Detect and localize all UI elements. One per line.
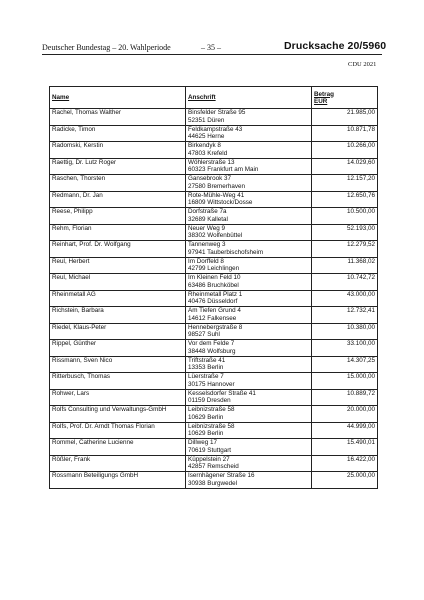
address-city: 30175 Hannover (188, 380, 235, 388)
donor-address (186, 191, 312, 208)
address-street: Küppelstein 27 (188, 455, 230, 463)
address-street: Im Dorffeld 8 (188, 257, 224, 265)
table-row (50, 373, 378, 390)
address-street: Dorfstraße 7a (188, 208, 227, 215)
donation-amount: 16.422,00 (312, 455, 378, 472)
address-city: 42799 Leichlingen (188, 265, 240, 272)
donor-address (186, 109, 312, 126)
header-rule (42, 54, 382, 55)
address-street: Vor dem Felde 7 (188, 340, 235, 347)
table-header-row (50, 87, 378, 109)
document-number-value: 5960 (362, 40, 387, 52)
donor-address (186, 439, 312, 456)
address-city: 27580 Bremerhaven (188, 182, 246, 190)
donor-name: Ritterbusch, Thomas (50, 373, 186, 390)
document-label: Drucksache 20/ (284, 40, 363, 52)
donor-address (186, 125, 312, 142)
donor-address (186, 422, 312, 439)
donor-address (186, 290, 312, 307)
donor-name: Rolfs Consulting und Verwaltungs-GmbH (50, 406, 186, 423)
donation-amount: 15.000,00 (312, 373, 378, 390)
donor-name: Radicke, Timon (50, 125, 186, 142)
page-number: – 35 – (201, 43, 221, 52)
address-city: 42857 Remscheid (188, 463, 239, 470)
address-street: Hennebergstraße 8 (188, 323, 243, 331)
table-row (50, 241, 378, 258)
address-street: Dillweg 17 (188, 439, 218, 446)
table-row (50, 307, 378, 324)
address-street: Im Kleinen Feld 10 (188, 274, 241, 281)
address-city: 32689 Kalletal (188, 215, 228, 223)
donor-name: Reul, Michael (50, 274, 186, 291)
address-city: 10629 Berlin (188, 413, 224, 421)
party-label: CDU 2021 (348, 61, 377, 68)
address-city: 10629 Berlin (188, 430, 224, 437)
table-row (50, 125, 378, 142)
donor-name: Redmann, Dr. Jan (50, 191, 186, 208)
donation-amount: 10.889,72 (312, 389, 378, 406)
donor-address (186, 356, 312, 373)
donor-name: Raschen, Thorsten (50, 175, 186, 192)
donor-name: Reese, Philipp (50, 208, 186, 225)
table-row (50, 389, 378, 406)
address-street: Gansebrook 37 (188, 175, 232, 182)
table-row (50, 158, 378, 175)
donation-amount: 44.999,00 (312, 422, 378, 439)
address-city: 16809 Wittstock/Dosse (188, 199, 253, 206)
address-city: 52351 Düren (188, 116, 225, 124)
donation-amount: 12.650,76 (312, 191, 378, 208)
table-row (50, 224, 378, 241)
donor-name: Raettig, Dr. Lutz Roger (50, 158, 186, 175)
address-city: 38302 Wolfenbüttel (188, 232, 243, 239)
address-city: 38448 Wolfsburg (188, 347, 236, 355)
table-row (50, 208, 378, 225)
column-header-name: Name (50, 87, 186, 109)
donor-name: Rissmann, Sven Nico (50, 356, 186, 373)
address-street: Rheinmetall Platz 1 (188, 290, 243, 298)
donation-amount: 10.380,00 (312, 323, 378, 340)
address-street: Leibnizstraße 58 (188, 406, 235, 413)
table-row (50, 472, 378, 489)
donation-amount: 12.279,52 (312, 241, 378, 258)
donor-address (186, 158, 312, 175)
donor-address (186, 307, 312, 324)
address-street: Tannenweg 3 (188, 241, 226, 248)
donation-amount: 10.742,72 (312, 274, 378, 291)
address-street: Leibnizstraße 58 (188, 422, 235, 430)
donation-amount: 14.307,25 (312, 356, 378, 373)
donor-address (186, 406, 312, 423)
document-number (284, 40, 386, 52)
address-street: Binsfelder Straße 95 (188, 109, 246, 116)
donation-amount: 12.157,20 (312, 175, 378, 192)
donor-name: Reinhart, Prof. Dr. Wolfgang (50, 241, 186, 258)
donor-name: Richstein, Barbara (50, 307, 186, 324)
address-street: Neuer Weg 9 (188, 224, 225, 232)
address-city: 63486 Bruchköbel (188, 281, 239, 289)
donor-name: Rohwer, Lars (50, 389, 186, 406)
address-street: Rote-Mühle-Weg 41 (188, 191, 245, 199)
address-city: 40476 Düsseldorf (188, 298, 238, 305)
donor-name: Rößler, Frank (50, 455, 186, 472)
address-city: 97941 Tauberbischofsheim (188, 248, 264, 256)
donor-address (186, 389, 312, 406)
donation-amount: 20.000,00 (312, 406, 378, 423)
donor-address (186, 373, 312, 390)
table-row (50, 439, 378, 456)
donor-name: Rachel, Thomas Walther (50, 109, 186, 126)
table-row (50, 323, 378, 340)
address-city: 98527 Suhl (188, 331, 220, 338)
address-street: Wöhlerstraße 13 (188, 158, 235, 166)
table-row (50, 422, 378, 439)
donation-amount: 33.100,00 (312, 340, 378, 357)
column-header-address: Anschrift (186, 87, 312, 109)
address-city: 13353 Berlin (188, 364, 224, 371)
address-city: 47803 Krefeld (188, 149, 228, 157)
address-street: Feldkampstraße 43 (188, 125, 243, 133)
donation-amount: 25.000,00 (312, 472, 378, 489)
table-row (50, 290, 378, 307)
donor-address (186, 323, 312, 340)
table-row (50, 175, 378, 192)
donation-amount: 10.500,00 (312, 208, 378, 225)
donor-address (186, 472, 312, 489)
table-row (50, 406, 378, 423)
table-row (50, 257, 378, 274)
table-row (50, 191, 378, 208)
donor-address (186, 257, 312, 274)
address-street: Am Tiefen Grund 4 (188, 307, 241, 314)
donation-amount: 14.029,60 (312, 158, 378, 175)
donor-name: Rossmann Beteiligungs GmbH (50, 472, 186, 489)
donation-amount: 10.266,00 (312, 142, 378, 159)
donor-address (186, 142, 312, 159)
donor-name: Riedel, Klaus-Peter (50, 323, 186, 340)
donor-name: Rommel, Catherine Lucienne (50, 439, 186, 456)
donor-address (186, 340, 312, 357)
parliament-header: Deutscher Bundestag – 20. Wahlperiode (42, 43, 171, 52)
table-row (50, 142, 378, 159)
donor-address (186, 175, 312, 192)
donation-amount: 10.871,78 (312, 125, 378, 142)
address-street: Isernhägener Straße 16 (188, 472, 255, 479)
address-city: 44625 Herne (188, 133, 225, 140)
address-city: 30938 Burgwedel (188, 479, 238, 487)
donor-name: Radomski, Kerstin (50, 142, 186, 159)
donation-amount: 11.368,02 (312, 257, 378, 274)
donor-address (186, 208, 312, 225)
donation-amount: 52.193,00 (312, 224, 378, 241)
table-row (50, 109, 378, 126)
address-city: 01159 Dresden (188, 397, 231, 404)
table-row (50, 274, 378, 291)
donor-name: Rolfs, Prof. Dr. Arndt Thomas Florian (50, 422, 186, 439)
address-street: Birkendyk 8 (188, 142, 221, 149)
donor-address (186, 241, 312, 258)
donation-amount: 15.490,01 (312, 439, 378, 456)
donor-name: Rehm, Florian (50, 224, 186, 241)
address-street: Kesselsdorfer Straße 41 (188, 389, 256, 397)
table-row (50, 340, 378, 357)
donation-amount: 21.985,00 (312, 109, 378, 126)
address-city: 70619 Stuttgart (188, 446, 232, 454)
donor-name: Rippel, Günther (50, 340, 186, 357)
table-row (50, 455, 378, 472)
donor-address (186, 274, 312, 291)
donation-amount: 43.000,00 (312, 290, 378, 307)
donor-address (186, 455, 312, 472)
address-street: Triftstraße 41 (188, 356, 226, 364)
donations-table (49, 86, 378, 489)
donation-amount: 12.732,41 (312, 307, 378, 324)
address-street: Lüerstraße 7 (188, 373, 224, 380)
address-city: 14612 Falkensee (188, 314, 237, 322)
column-header-amount: Betrag EUR (312, 87, 378, 109)
address-city: 60323 Frankfurt am Main (188, 166, 259, 173)
table-row (50, 356, 378, 373)
donor-name: Reul, Herbert (50, 257, 186, 274)
donor-name: Rheinmetall AG (50, 290, 186, 307)
donor-address (186, 224, 312, 241)
